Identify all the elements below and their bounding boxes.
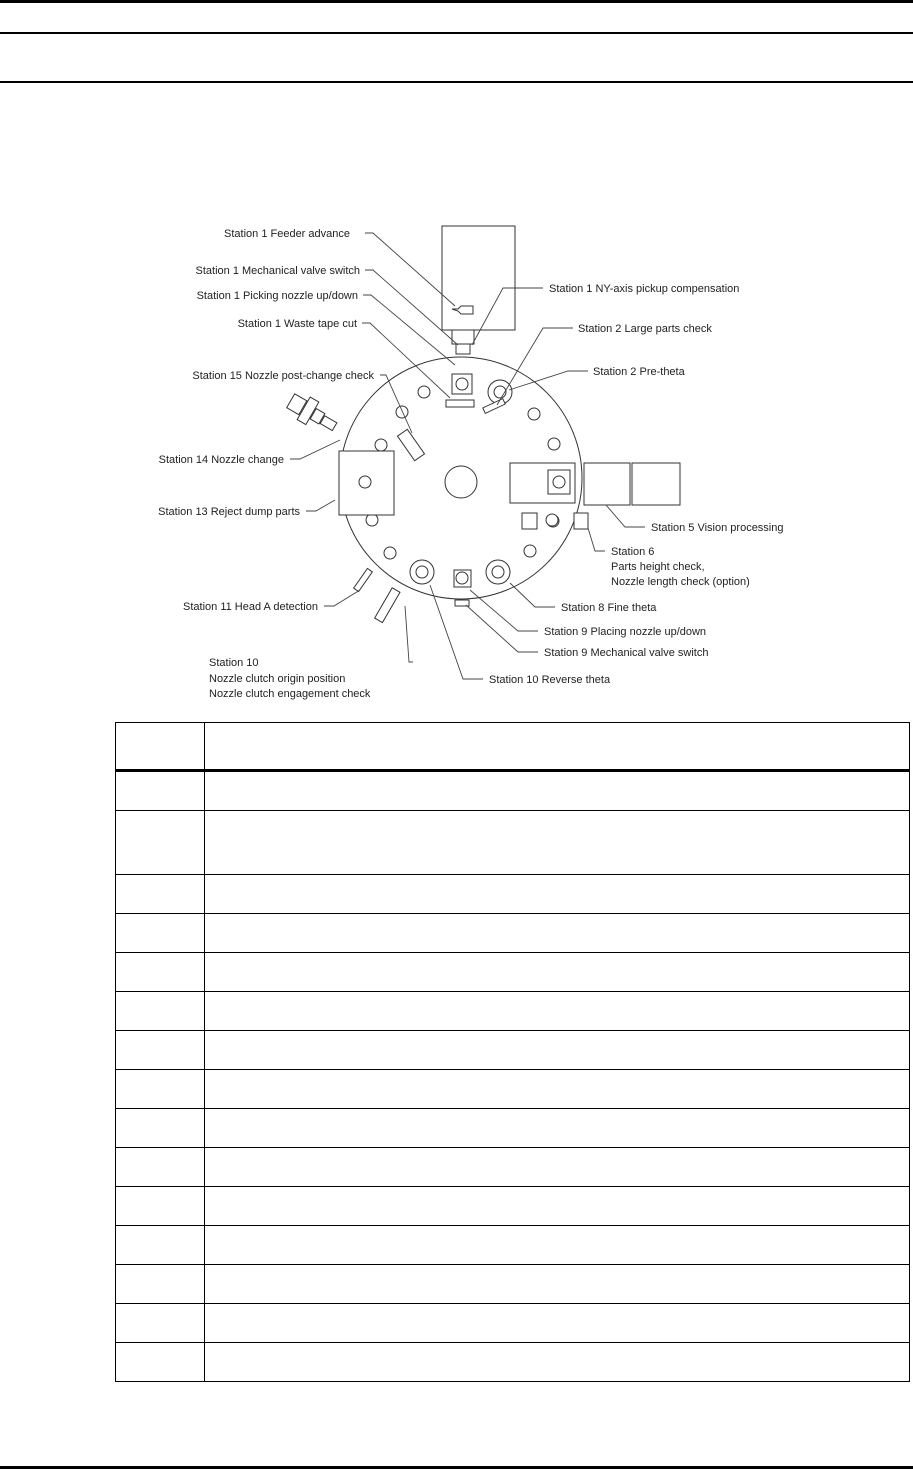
label-st10-line2: Nozzle clutch engagement check [209,688,371,700]
label-st9-placing: Station 9 Placing nozzle up/down [544,626,707,638]
label-st6-title: Station 6 [611,546,655,558]
label-st10-line1: Nozzle clutch origin position [209,673,346,685]
height-sensor-b [574,513,588,529]
table-row [116,1226,910,1265]
label-st10-reverse: Station 10 Reverse theta [489,674,611,686]
table-row [116,992,910,1031]
footer-rule [0,1466,913,1469]
label-waste-tape: Station 1 Waste tape cut [237,318,357,330]
table-row [116,811,910,875]
turret-hub [445,466,477,498]
waste-tape-cutter [446,400,474,407]
table-row [116,1343,910,1382]
label-st9-mech: Station 9 Mechanical valve switch [544,647,709,659]
label-st15: Station 15 Nozzle post-change check [192,370,374,382]
table-row [116,771,910,811]
table-row [116,1070,910,1109]
label-st2-pretheta: Station 2 Pre-theta [593,366,685,378]
table-row [116,1031,910,1070]
label-st6-line1: Parts height check, [611,561,705,573]
station-diagram [0,0,913,720]
feeder-body [442,226,515,330]
label-st10-title: Station 10 [209,657,259,669]
label-feeder-advance: Station 1 Feeder advance [224,228,350,240]
height-sensor-a [522,513,537,529]
table-header-row [116,723,910,771]
label-st2-large: Station 2 Large parts check [578,323,712,335]
feeder-pickup [452,330,474,344]
nozzle-changer [284,390,341,438]
table-row [116,914,910,953]
label-picking-nozzle: Station 1 Picking nozzle up/down [196,290,358,302]
label-st13: Station 13 Reject dump parts [158,506,300,518]
label-st8: Station 8 Fine theta [561,602,657,614]
table-row [116,953,910,992]
label-st14: Station 14 Nozzle change [158,454,284,466]
label-st6-line2: Nozzle length check (option) [611,576,750,588]
table-row [116,875,910,914]
vision-unit [510,463,680,505]
head-a-sensor [354,568,373,591]
label-st5: Station 5 Vision processing [651,522,784,534]
clutch-sensor [375,588,400,623]
table-row [116,1148,910,1187]
label-mech-valve-1: Station 1 Mechanical valve switch [195,265,360,277]
station9-valve [455,600,469,606]
table-row [116,1187,910,1226]
table-row [116,1109,910,1148]
label-st11: Station 11 Head A detection [183,601,318,613]
table-row [116,1265,910,1304]
table-row [116,1304,910,1343]
feeder-nozzle [456,344,470,354]
station-table [115,722,910,1382]
label-ny-axis: Station 1 NY-axis pickup compensation [549,283,740,295]
